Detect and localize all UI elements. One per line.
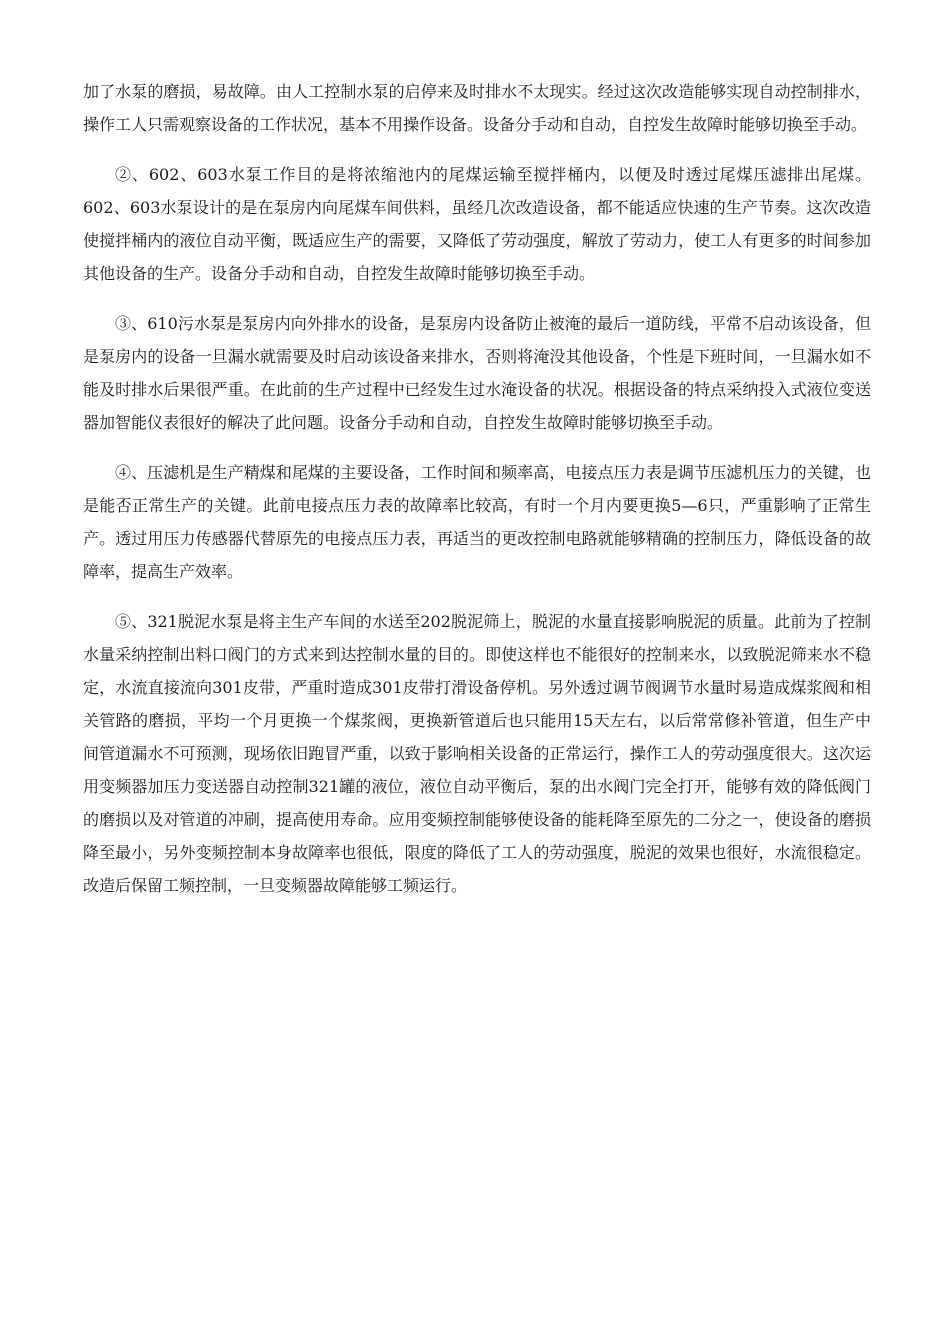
document-page xyxy=(83,75,871,919)
paragraph-desliming-pump-321: ⑤、321脱泥水泵是将主生产车间的水送至202脱泥筛上，脱泥的水量直接影响脱泥的质量。此前为了控制水量采纳控制出料口阀门的方式来到达控制水量的目的。即使这样也不能很好的控制来水，以致脱泥筛来水不稳定，水流直接流向301皮带，严重时造成301皮带打滑设备停机。另外透过调节阀调节水量时易造成煤浆阀和相关管路的磨损，平均一个月更换一个煤浆阀，更换新管道后也只能用15天左右，以后常常修补管道，但生产中间管道漏水不可预测，现场依旧跑冒严重，以致于影响相关设备的正常运行，操作工人的劳动强度很大。这次运用变频器加压力变送器自动控制321罐的液位，液位自动平衡后，泵的出水阀门完全打开，能够有效的降低阀门的磨损以及对管道的冲刷，提高使用寿命。应用变频控制能够使设备的能耗降至原先的二分之一，使设备的磨损降至最小，另外变频控制本身故障率也很低，限度的降低了工人的劳动强度，脱泥的效果也很好，水流很稳定。改造后保留工频控制，一旦变频器故障能够工频运行。 xyxy=(83,612,871,895)
paragraph-filter-press: ④、压滤机是生产精煤和尾煤的主要设备，工作时间和频率高，电接点压力表是调节压滤机压力的关键，也是能否正常生产的关键。此前电接点压力表的故障率比较高，有时一个月内要更换5—6只，严重影响了正常生产。透过用压力传感器代替原先的电接点压力表，再适当的更改控制电路就能够精确的控制压力，降低设备的故障率，提高生产效率。 xyxy=(83,463,871,581)
paragraph-sewage-pump-610: ③、610污水泵是泵房内向外排水的设备，是泵房内设备防止被淹的最后一道防线，平常不启动该设备，但是泵房内的设备一旦漏水就需要及时启动该设备来排水，否则将淹没其他设备，个性是下班时间，一旦漏水如不能及时排水后果很严重。在此前的生产过程中已经发生过水淹设备的状况。根据设备的特点采纳投入式液位变送器加智能仪表很好的解决了此问题。设备分手动和自动，自控发生故障时能够切换至手动。 xyxy=(83,314,871,432)
paragraph-pump-602-603: ②、602、603水泵工作目的是将浓缩池内的尾煤运输至搅拌桶内，以便及时透过尾煤压滤排出尾煤。602、603水泵设计的是在泵房内向尾煤车间供料，虽经几次改造设备，都不能适应快速的生产节奏。这次改造使搅拌桶内的液位自动平衡，既适应生产的需要，又降低了劳动强度，解放了劳动力，使工人有更多的时间参加其他设备的生产。设备分手动和自动，自控发生故障时能够切换至手动。 xyxy=(83,165,871,283)
paragraph-continuation: 加了水泵的磨损，易故障。由人工控制水泵的启停来及时排水不太现实。经过这次改造能够实现自动控制排水，操作工人只需观察设备的工作状况，基本不用操作设备。设备分手动和自动，自控发生故障时能够切换至手动。 xyxy=(83,82,871,134)
